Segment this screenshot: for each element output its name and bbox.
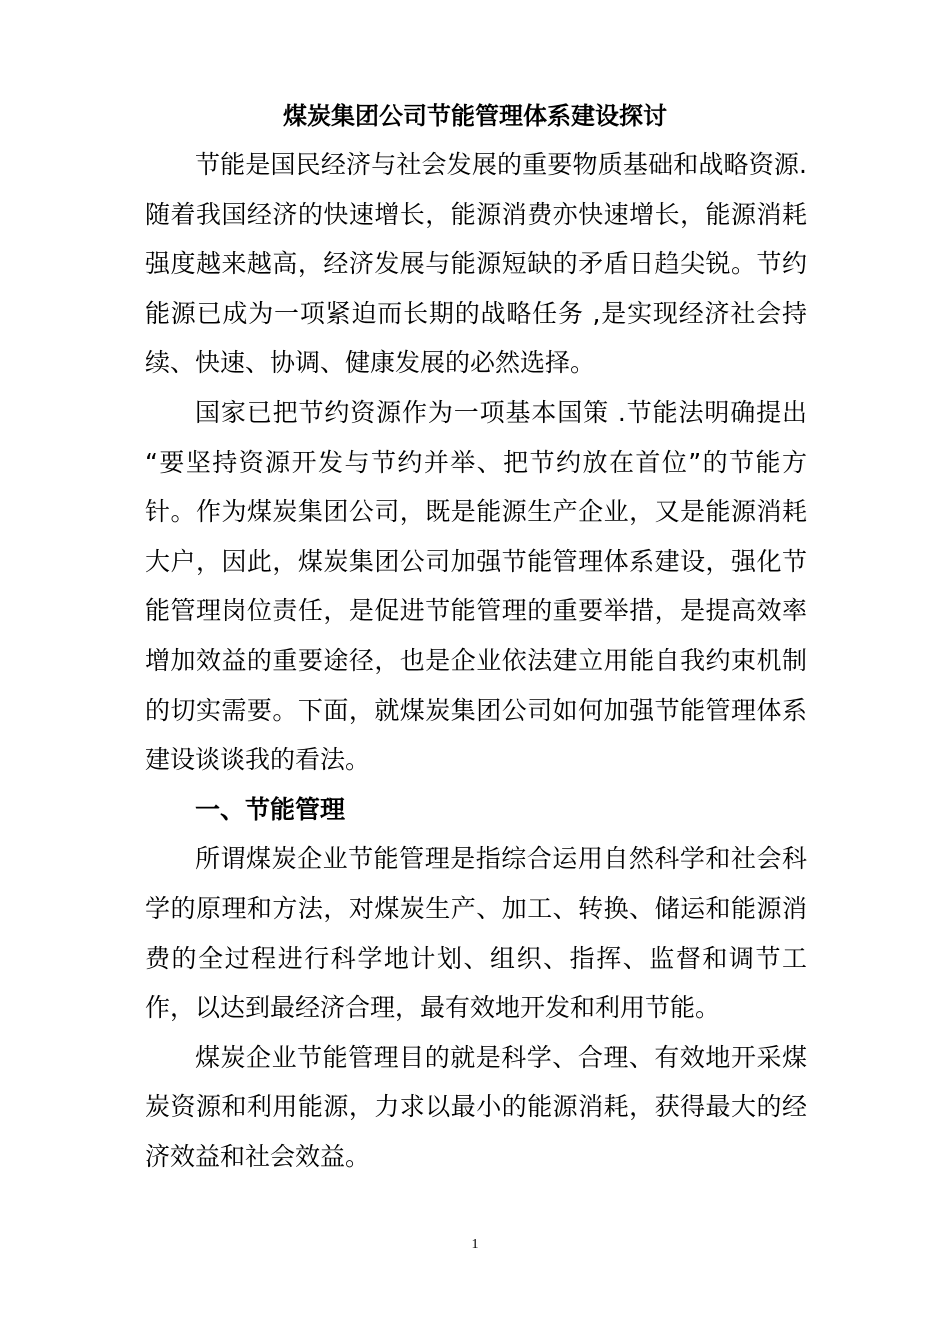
document-title: 煤炭集团公司节能管理体系建设探讨: [283, 102, 667, 130]
paragraph-purpose: 煤炭企业节能管理目的就是科学、合理、有效地开采煤炭资源和利用能源，力求以最小的能源消耗，获得最大的经济效益和社会效益。: [145, 1042, 807, 1171]
paragraph-definition: 所谓煤炭企业节能管理是指综合运用自然科学和社会科学的原理和方法，对煤炭生产、加工、转换、储运和能源消费的全过程进行科学地计划、组织、指挥、监督和调节工作，以达到最经济合理，最有效地开发和利用节能。: [145, 844, 807, 1023]
document-body: [145, 140, 807, 1181]
paragraph-intro: 节能是国民经济与社会发展的重要物质基础和战略资源.随着我国经济的快速增长，能源消费亦快速增长，能源消耗强度越来越高，经济发展与能源短缺的矛盾日趋尖锐。节约能源已成为一项紧迫而长期的战略任务 ,是实现经济社会持续、快速、协调、健康发展的必然选择。: [145, 150, 807, 378]
paragraph-policy: 国家已把节约资源作为一项基本国策 .节能法明确提出 “要坚持资源开发与节约并举、把节约放在首位”的节能方针。作为煤炭集团公司，既是能源生产企业，又是能源消耗大户，因此，煤炭集团公司加强节能管理体系建设，强化节能管理岗位责任，是促进节能管理的重要举措，是提高效率增加效益的重要途径，也是企业依法建立用能自我约束机制的切实需要。下面，就煤炭集团公司如何加强节能管理体系建设谈谈我的看法。: [145, 397, 807, 775]
page-number: 1: [471, 1237, 479, 1252]
section-heading: 一、节能管理: [195, 794, 346, 824]
